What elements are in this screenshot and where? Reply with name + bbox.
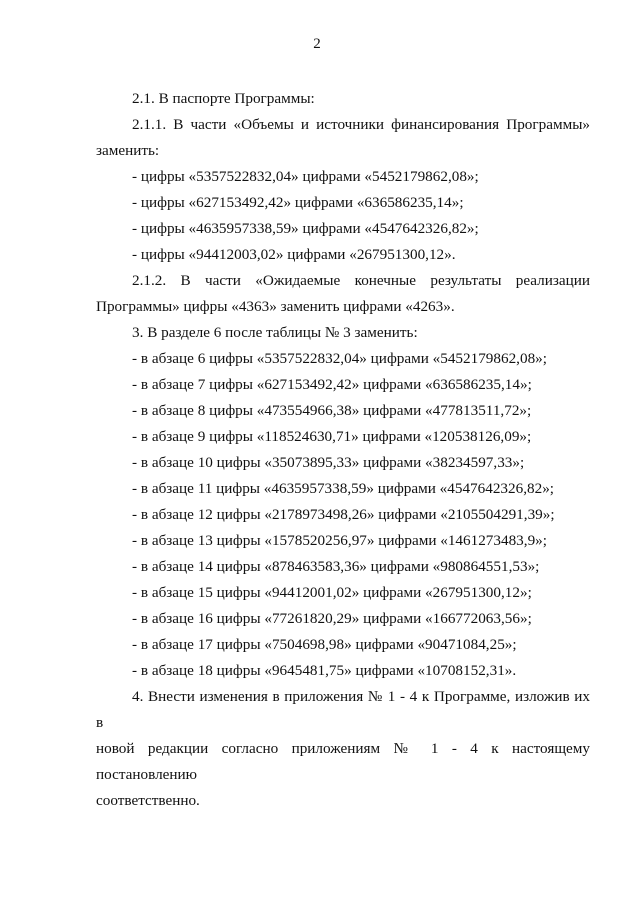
paragraph-replacement-item: - в абзаце 7 цифры «627153492,42» цифрами «636586235,14»; <box>132 376 532 393</box>
paragraph-replacement-item: - в абзаце 12 цифры «2178973498,26» цифрами «2105504291,39»; <box>132 506 555 523</box>
section-2-1-2-line-1: 2.1.2. В части «Ожидаемые конечные результаты реализации <box>132 272 590 289</box>
section-4-line-3: соответственно. <box>96 792 200 809</box>
paragraph-replacement-item: - в абзаце 13 цифры «1578520256,97» цифрами «1461273483,9»; <box>132 532 547 549</box>
paragraph-replacement-item: - в абзаце 11 цифры «4635957338,59» цифрами «4547642326,82»; <box>132 480 555 497</box>
section-4-line-2: новой редакции согласно приложениям № 1 - 4 к настоящему постановлению <box>96 740 590 783</box>
paragraph-replacement-item: - в абзаце 6 цифры «5357522832,04» цифрами «5452179862,08»; <box>132 350 547 367</box>
section-2-1: 2.1. В паспорте Программы: <box>132 90 315 107</box>
section-2-1-2-line-2: Программы» цифры «4363» заменить цифрами «4263». <box>96 298 455 315</box>
paragraph-replacement-item: - в абзаце 16 цифры «77261820,29» цифрами «166772063,56»; <box>132 610 532 627</box>
paragraph-replacement-item: - в абзаце 9 цифры «118524630,71» цифрами «120538126,09»; <box>132 428 532 445</box>
replacement-item: - цифры «4635957338,59» цифрами «4547642326,82»; <box>132 220 479 237</box>
document-body <box>96 86 590 814</box>
paragraph-replacement-item: - в абзаце 14 цифры «878463583,36» цифрами «980864551,53»; <box>132 558 540 575</box>
paragraph-replacement-item: - в абзаце 8 цифры «473554966,38» цифрами «477813511,72»; <box>132 402 532 419</box>
section-2-1-1-line-2: заменить: <box>96 142 160 159</box>
paragraph-replacement-item: - в абзаце 15 цифры «94412001,02» цифрами «267951300,12»; <box>132 584 532 601</box>
paragraph-replacement-item: - в абзаце 10 цифры «35073895,33» цифрами «38234597,33»; <box>132 454 525 471</box>
page-number: 2 <box>313 36 321 52</box>
replacement-item: - цифры «5357522832,04» цифрами «5452179862,08»; <box>132 168 479 185</box>
section-3: 3. В разделе 6 после таблицы № 3 заменить: <box>132 324 418 341</box>
section-2-1-1-line-1: 2.1.1. В части «Объемы и источники финансирования Программы» <box>132 116 590 133</box>
replacement-item: - цифры «627153492,42» цифрами «636586235,14»; <box>132 194 464 211</box>
paragraph-replacement-item: - в абзаце 18 цифры «9645481,75» цифрами «10708152,31». <box>132 662 517 679</box>
paragraph-replacement-item: - в абзаце 17 цифры «7504698,98» цифрами «90471084,25»; <box>132 636 517 653</box>
section-4-line-1: 4. Внести изменения в приложения № 1 - 4 к Программе, изложив их в <box>96 688 590 731</box>
replacement-item: - цифры «94412003,02» цифрами «267951300,12». <box>132 246 456 263</box>
